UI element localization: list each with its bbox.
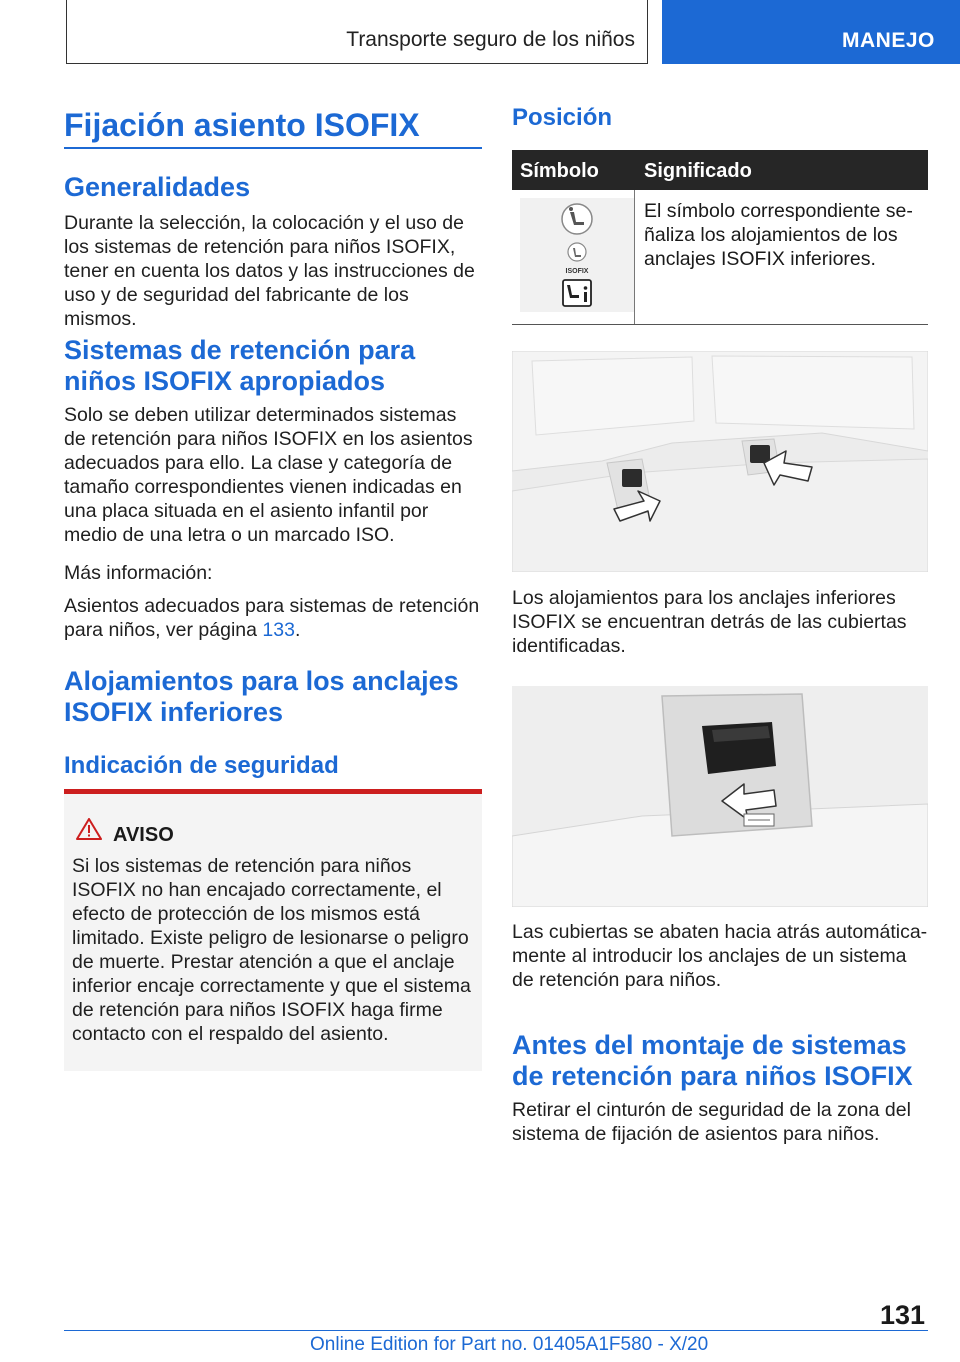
caption-anchor-location: Los alojamientos para los anclajes inferiores ISOFIX se encuentran detrás de las cubiertas identificadas. bbox=[512, 587, 907, 657]
page-title: Fijación asiento ISOFIX bbox=[64, 107, 420, 143]
footer-divider bbox=[64, 1330, 928, 1331]
rear-seat-anchors-illustration bbox=[512, 351, 928, 572]
warning-title: AVISO bbox=[113, 824, 174, 846]
paragraph-sistemas-apropiados: Solo se deben utilizar determinados sistemas de retención para niños ISOFIX en los asientos adecuados para ello. La clase y categoría de tamaño correspondientes vienen indicadas en una placa situada en el asiento infantil por medio de una letra o un marcado ISO. bbox=[64, 404, 473, 546]
title-divider bbox=[64, 147, 482, 149]
header-section-box bbox=[66, 0, 648, 64]
isofix-symbol-label: ISOFIX bbox=[565, 268, 589, 275]
table-header bbox=[512, 150, 928, 190]
heading-sistemas-apropiados: Sistemas de retención para niños ISOFIX apropiados bbox=[64, 335, 416, 396]
paragraph-generalidades: Durante la selección, la colocación y el uso de los sistemas de retención para niños ISOFIX, tener en cuenta los datos y las instrucciones de uso y de seguridad del fabricante de los mismos. bbox=[64, 212, 475, 330]
footer-edition: Online Edition for Part no. 01405A1F580 - X/20 bbox=[310, 1334, 709, 1355]
warning-text: Si los sistemas de retención para niños ISOFIX no han encajado correctamente, el efecto de protección de los mismos está limitado. Existe peligro de lesionarse o peligro de muerte. Prestar atención a que el anclaje inferior encaje correctamente y que el sistema de retención para niños ISOFIX haga firme contacto con el respaldo del asiento. bbox=[72, 855, 471, 1045]
anchor-cover-closeup-illustration bbox=[512, 686, 928, 907]
paragraph-mas-informacion: Más información: bbox=[64, 562, 213, 584]
table-column-divider bbox=[634, 190, 635, 324]
table-bottom-rule bbox=[512, 324, 928, 325]
warning-box bbox=[64, 789, 482, 1071]
page-reference-link[interactable]: 133 bbox=[262, 619, 295, 641]
table-header-meaning: Significado bbox=[644, 160, 752, 182]
paragraph-antes-montaje: Retirar el cinturón de seguridad de la zona del sistema de fijación de asientos para niños. bbox=[512, 1099, 911, 1145]
warning-triangle-icon bbox=[76, 818, 102, 840]
heading-indicacion-seguridad: Indicación de seguridad bbox=[64, 752, 339, 779]
heading-alojamientos: Alojamientos para los anclajes ISOFIX inferiores bbox=[64, 666, 459, 727]
asientos-suffix: . bbox=[294, 619, 301, 641]
caption-cover-behavior: Las cubiertas se abaten hacia atrás automáticamente al introducir los anclajes de un sistema de retención para niños. bbox=[512, 921, 928, 991]
asientos-text: Asientos adecuados para sistemas de retención para niños, ver página bbox=[64, 595, 480, 641]
header-chapter-title: MANEJO bbox=[842, 29, 935, 52]
paragraph-asientos-adecuados bbox=[64, 594, 482, 642]
heading-antes-montaje: Antes del montaje de sistemas de retención para niños ISOFIX bbox=[512, 1030, 913, 1091]
header-section-title: Transporte seguro de los niños bbox=[346, 28, 635, 51]
table-header-symbol: Símbolo bbox=[520, 160, 599, 182]
heading-posicion: Posición bbox=[512, 104, 613, 131]
symbol-cell bbox=[520, 198, 634, 312]
header-chapter-box bbox=[662, 0, 960, 64]
heading-generalidades: Generalidades bbox=[64, 172, 251, 202]
isofix-symbols-icon bbox=[520, 198, 634, 312]
page-number: 131 bbox=[880, 1300, 926, 1330]
table-meaning-text: El símbolo correspondiente señaliza los alojamientos de los anclajes ISOFIX inferiores. bbox=[644, 200, 913, 270]
